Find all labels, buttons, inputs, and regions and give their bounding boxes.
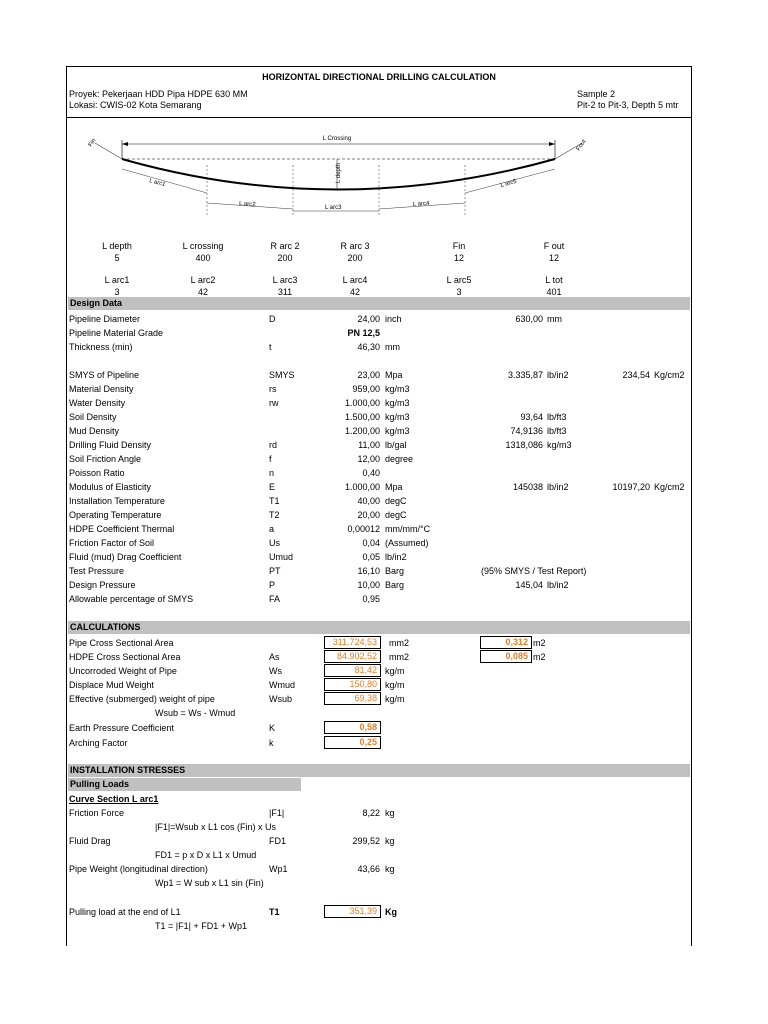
project-label: Proyek: Pekerjaan HDD Pipa HDPE 630 MM (69, 89, 248, 99)
design-row-label: Pipeline Diameter (69, 314, 141, 324)
summary-value: 200 (347, 253, 363, 263)
design-data-bar (68, 297, 690, 310)
design-row-symbol: T2 (269, 510, 280, 520)
design-row-unit: Mpa (385, 482, 403, 492)
summary-label: Fin (452, 241, 466, 251)
calc-row-symbol: Wmud (269, 680, 296, 690)
design-row-unit: degC (385, 510, 407, 520)
location-label: Lokasi: CWIS-02 Kota Semarang (69, 100, 202, 110)
calculations-bar (68, 621, 690, 634)
pit-label: Pit-2 to Pit-3, Depth 5 mtr (577, 100, 679, 110)
summary-value: 311 (277, 287, 293, 297)
arc5-label: L arc5 (499, 178, 518, 189)
design-row-value: PN 12,5 (347, 328, 380, 338)
installation-bar (68, 764, 690, 777)
design-row-unit: kg/m3 (385, 412, 410, 422)
summary-value: 3 (456, 287, 462, 297)
design-row-value2: 1318,086 (505, 440, 543, 450)
summary-label: L depth (102, 241, 132, 251)
earth-pressure-value: 0,58 (324, 721, 381, 734)
design-row-value: 11,00 (358, 440, 380, 450)
design-row-unit2: lb/ft3 (547, 426, 567, 436)
design-row-value: 24,00 (357, 314, 380, 324)
design-row-symbol: rw (269, 398, 279, 408)
calculations-heading: CALCULATIONS (70, 622, 141, 632)
summary-value: 401 (546, 287, 562, 297)
summary-label: R arc 3 (340, 241, 370, 251)
design-row-unit2: lb/in2 (547, 482, 569, 492)
calc-row-label: Effective (submerged) weight of pipe (69, 694, 215, 704)
fluid-drag-label: Fluid Drag (69, 836, 111, 846)
friction-force-label: Friction Force (69, 808, 125, 818)
pulling-loads-heading: Pulling Loads (70, 779, 130, 789)
pulling-load-formula: T1 = |F1| + FD1 + Wp1 (155, 921, 247, 931)
summary-value: 42 (349, 287, 360, 297)
design-row-symbol: PT (269, 566, 281, 576)
calc-row-unit: kg/m (385, 666, 405, 676)
design-row-unit: lb/in2 (385, 552, 407, 562)
calc-row-value: 69,38 (324, 692, 381, 705)
summary-value: 12 (453, 253, 464, 263)
design-row-value: 40,00 (357, 496, 380, 506)
design-row-unit2: mm (547, 314, 562, 324)
summary-value: 200 (277, 253, 293, 263)
design-row-value2: 145,04 (515, 580, 543, 590)
design-row-value2: 3.335,87 (507, 370, 543, 380)
calc-row-symbol: Wsub (269, 694, 293, 704)
design-row-symbol: a (269, 524, 275, 534)
fluid-drag-unit: kg (385, 836, 395, 846)
design-row-unit: (Assumed) (385, 538, 429, 548)
design-row-value: 1.000,00 (344, 482, 380, 492)
pipe-weight-formula: Wp1 = W sub x L1 sin (Fin) (155, 878, 264, 888)
calc-row-value: 150,80 (324, 678, 381, 691)
curve-section-heading: Curve Section L arc1 (69, 794, 159, 804)
design-row-value: 1.500,00 (344, 412, 380, 422)
fout-angle-label: Fout (575, 138, 588, 153)
design-row-label: Friction Factor of Soil (69, 538, 155, 548)
design-row-value: 0,05 (362, 552, 380, 562)
header-divider (67, 117, 691, 118)
design-row-label: Water Density (69, 398, 126, 408)
arc4-label: L arc4 (412, 200, 430, 208)
calc-row-unit: kg/m (385, 694, 405, 704)
fluid-drag-formula: FD1 = p x D x L1 x Umud (155, 850, 257, 860)
calc-row-value: 81,42 (324, 664, 381, 677)
earth-pressure-label: Earth Pressure Coefficient (69, 723, 174, 733)
pipe-weight-symbol: Wp1 (269, 864, 288, 874)
pulling-load-label: Pulling load at the end of L1 (69, 907, 181, 917)
design-row-unit2: lb/in2 (547, 580, 569, 590)
pipe-weight-label: Pipe Weight (longitudinal direction) (69, 864, 208, 874)
summary-value: 400 (195, 253, 211, 263)
design-row-label: Soil Friction Angle (69, 454, 142, 464)
friction-force-unit: kg (385, 808, 395, 818)
summary-label: L tot (545, 275, 563, 285)
design-row-unit: degC (385, 496, 407, 506)
design-row-unit: lb/gal (385, 440, 407, 450)
arc1-label: L arc1 (148, 178, 166, 189)
design-row-symbol: Us (269, 538, 280, 548)
summary-label: L arc1 (104, 275, 130, 285)
calculation-sheet (66, 66, 692, 946)
design-row-unit: mm/mm/°C (385, 524, 431, 534)
friction-force-value: 8,22 (362, 808, 380, 818)
pulling-load-value: 351,39 (324, 905, 381, 918)
design-row-value: 1.200,00 (344, 426, 380, 436)
design-row-unit: kg/m3 (385, 426, 410, 436)
calc-row-unit: mm2 (389, 638, 409, 648)
summary-value: 5 (114, 253, 120, 263)
design-row-unit: inch (385, 314, 402, 324)
design-row-symbol: f (269, 454, 272, 464)
pulling-load-symbol: T1 (269, 907, 280, 917)
design-row-unit3: Kg/cm2 (654, 370, 685, 380)
design-row-symbol: T1 (269, 496, 280, 506)
design-row-value2: 93,64 (520, 412, 543, 422)
calc-row-unit: mm2 (389, 652, 409, 662)
design-row-label: SMYS of Pipeline (69, 370, 140, 380)
summary-label: F out (543, 241, 565, 251)
design-row-unit: Mpa (385, 370, 403, 380)
summary-label: L arc4 (342, 275, 368, 285)
arching-factor-value: 0,25 (324, 736, 381, 749)
design-row-value: 959,00 (352, 384, 380, 394)
design-row-value: 12,00 (357, 454, 380, 464)
design-row-unit: kg/m3 (385, 384, 410, 394)
design-row-label: Drilling Fluid Density (69, 440, 152, 450)
calc-row-unit2: m2 (533, 652, 546, 662)
calc-row-unit: kg/m (385, 680, 405, 690)
pulling-load-unit: Kg (385, 907, 397, 917)
calc-row-label: Uncorroded Weight of Pipe (69, 666, 177, 676)
design-row-unit: Barg (385, 566, 405, 576)
design-row-label: Mud Density (69, 426, 120, 436)
earth-pressure-symbol: K (269, 723, 276, 733)
design-row-label: Allowable percentage of SMYS (69, 594, 194, 604)
calc-row-symbol: As (269, 652, 280, 662)
calc-row-label: HDPE Cross Sectional Area (69, 652, 181, 662)
calc-row-symbol: Ws (269, 666, 282, 676)
design-row-value: 0,00012 (347, 524, 380, 534)
design-row-value2: 74,9136 (510, 426, 543, 436)
design-row-unit2: lb/ft3 (547, 412, 567, 422)
calc-row-value: 311.724,53 (324, 636, 381, 649)
design-row-unit2: lb/in2 (547, 370, 569, 380)
calc-row-label: Pipe Cross Sectional Area (69, 638, 174, 648)
summary-value: 42 (197, 287, 208, 297)
summary-label: L arc2 (190, 275, 216, 285)
design-row-unit3: Kg/cm2 (654, 482, 685, 492)
design-row-value: 0,95 (362, 594, 380, 604)
pulling-loads-bar (68, 778, 301, 791)
fluid-drag-symbol: FD1 (269, 836, 287, 846)
design-row-unit: Barg (385, 580, 405, 590)
fluid-drag-value: 299,52 (352, 836, 380, 846)
summary-value: 12 (548, 253, 559, 263)
design-row-unit: mm (385, 342, 400, 352)
sample-label: Sample 2 (577, 89, 616, 99)
design-row-value: 16,10 (357, 566, 380, 576)
wsub-formula: Wsub = Ws - Wmud (155, 708, 236, 718)
fin-angle-label: Fin (87, 137, 98, 149)
design-row-unit2: kg/m3 (547, 440, 572, 450)
sheet-title: HORIZONTAL DIRECTIONAL DRILLING CALCULATION (262, 72, 496, 82)
design-row-value: 0,04 (362, 538, 380, 548)
design-row-symbol: SMYS (269, 370, 295, 380)
calc-row-value2: 0,312 (480, 636, 532, 649)
design-row-label: Material Density (69, 384, 134, 394)
design-row-symbol: rd (269, 440, 278, 450)
design-row-value: 0,40 (362, 468, 380, 478)
design-row-label: Modulus of Elasticity (69, 482, 152, 492)
design-row-symbol: P (269, 580, 276, 590)
friction-force-formula: |F1|=Wsub x L1 cos (Fin) x Us (155, 822, 276, 832)
arc2-label: L arc2 (238, 201, 256, 209)
arching-factor-label: Arching Factor (69, 738, 128, 748)
pipe-weight-value: 43,66 (357, 864, 380, 874)
summary-label: L arc3 (272, 275, 298, 285)
hdd-profile-diagram (67, 125, 691, 221)
calc-row-value2: 0,085 (480, 650, 532, 663)
design-row-label: Soil Density (69, 412, 117, 422)
design-row-symbol: D (269, 314, 276, 324)
design-row-note: (95% SMYS / Test Report) (481, 566, 587, 576)
design-row-value3: 234,54 (622, 370, 650, 380)
design-row-symbol: rs (269, 384, 277, 394)
design-row-label: Pipeline Material Grade (69, 328, 164, 338)
design-row-value: 20,00 (357, 510, 380, 520)
design-row-symbol: n (269, 468, 275, 478)
design-row-label: Fluid (mud) Drag Coefficient (69, 552, 182, 562)
friction-force-symbol: |F1| (269, 808, 285, 818)
design-row-label: Thickness (min) (69, 342, 133, 352)
design-row-label: Operating Temperature (69, 510, 162, 520)
design-row-value2: 630,00 (515, 314, 543, 324)
design-row-symbol: Umud (269, 552, 294, 562)
design-row-symbol: E (269, 482, 276, 492)
calc-row-unit2: m2 (533, 638, 546, 648)
summary-label: L crossing (182, 241, 224, 251)
l-depth-label: L depth (336, 163, 342, 183)
design-row-label: Installation Temperature (69, 496, 165, 506)
calc-row-value: 84.902,52 (324, 650, 381, 663)
design-row-label: Test Pressure (69, 566, 125, 576)
arc3-label: L arc3 (325, 205, 342, 211)
calc-row-label: Displace Mud Weight (69, 680, 154, 690)
design-data-heading: Design Data (70, 298, 123, 308)
design-row-label: Poisson Ratio (69, 468, 125, 478)
design-row-label: Design Pressure (69, 580, 136, 590)
design-row-symbol: t (269, 342, 272, 352)
summary-label: R arc 2 (270, 241, 300, 251)
summary-label: L arc5 (446, 275, 472, 285)
pipe-weight-unit: kg (385, 864, 395, 874)
design-row-value2: 145038 (512, 482, 543, 492)
design-row-value: 1.000,00 (344, 398, 380, 408)
design-row-unit: degree (385, 454, 414, 464)
summary-value: 3 (114, 287, 120, 297)
design-row-symbol: FA (269, 594, 281, 604)
l-crossing-label: L Crossing (322, 136, 352, 142)
design-row-value3: 10197,20 (612, 482, 650, 492)
design-row-label: HDPE Coefficient Thermal (69, 524, 175, 534)
design-row-value: 23,00 (357, 370, 380, 380)
design-row-unit: kg/m3 (385, 398, 410, 408)
arching-factor-symbol: k (269, 738, 274, 748)
design-row-value: 46,30 (357, 342, 380, 352)
installation-heading: INSTALLATION STRESSES (70, 765, 186, 775)
design-row-value: 10,00 (357, 580, 380, 590)
